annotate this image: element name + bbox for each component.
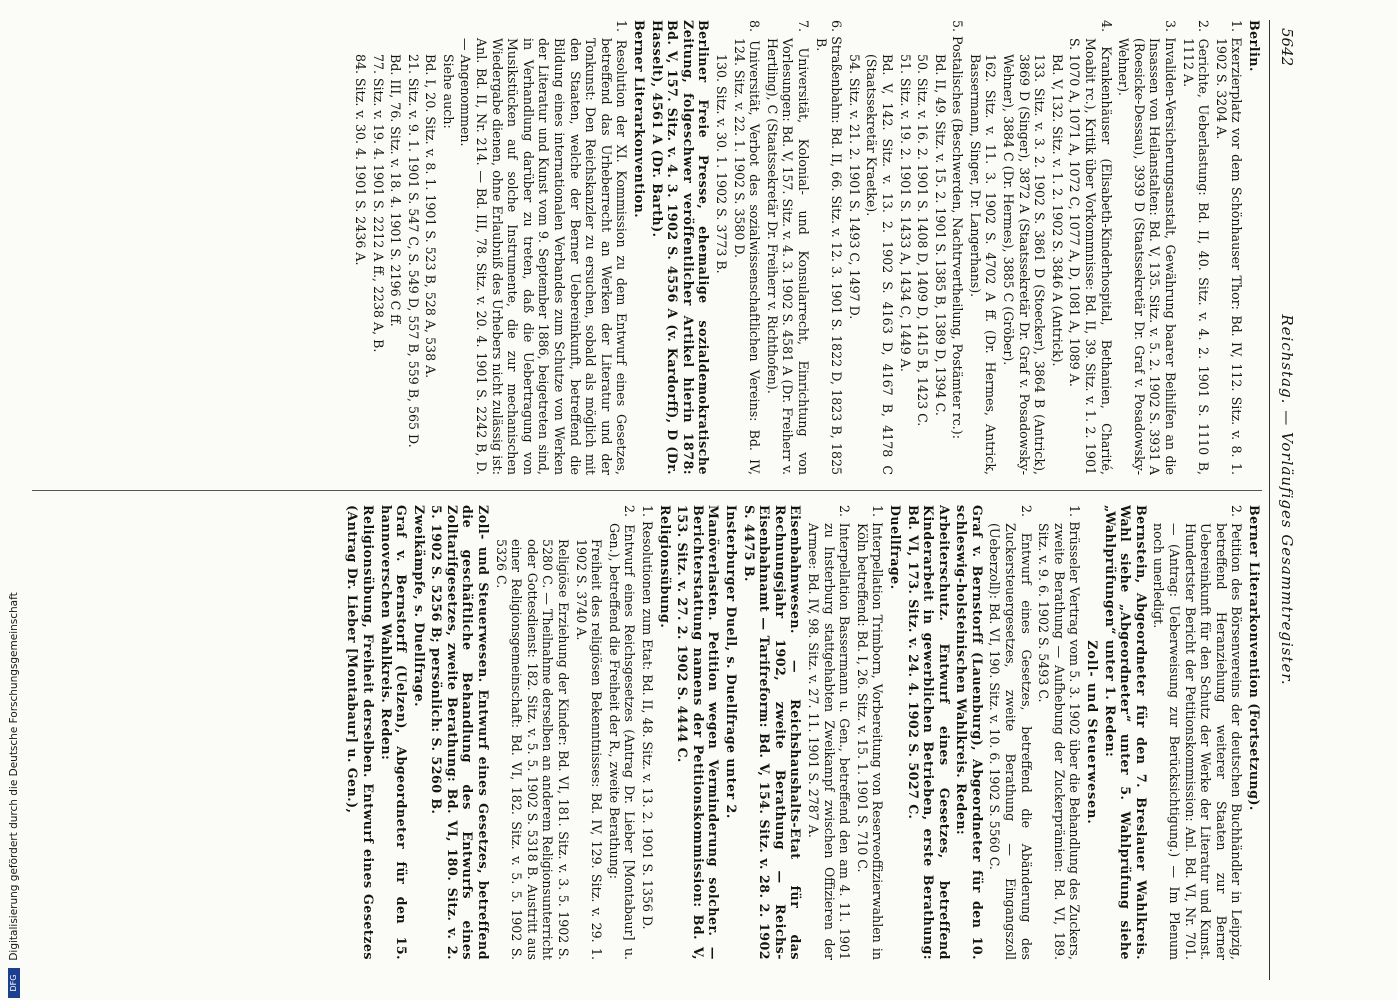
entry-text: 1. Brüsseler Vertrag vom 5. 3. 1902 über die Behandlung des Zuckers, zweite Berathung — Aufhebung der Zuckerprämien: Bd. VI, 189. Sitz. v. 9. 6. 1902 S. 5493 C. <box>1036 505 1083 960</box>
entry-heading: Eisenbahnwesen. — Reichshaushalts-Etat für das Rechnungsjahr 1902, zweite Berathung — Reichs-Eisenbahnamt — Tarifreform: Bd. V, 154. Sitz. v. 28. 2. 1902 S. 4475 B. <box>741 505 804 960</box>
entry-heading: Zweikämpfe, s. Duellfrage. <box>411 505 427 707</box>
page-number: 5642 <box>1278 28 1296 67</box>
entry-text: 50. Sitz. v. 16. 2. 1901 S. 1408 D, 1409 D, 1415 B, 1423 C. <box>915 54 931 427</box>
subheading: Zoll- und Steuerwesen. <box>1085 640 1101 825</box>
entry-text: Bd. III, 76. Sitz. v. 18. 4. 1901 S. 2196 C ff. <box>388 54 404 327</box>
entry-text: 2. Entwurf eines Gesetzes, betreffend die Abänderung des Zuckersteuergesetzes, zweite Berathung — Eingangszoll (Ueberzoll): Bd. VI, 190. Sitz. v. 10. 6. 1902 S. 5560 C. <box>987 505 1034 960</box>
right-column <box>22 505 1262 960</box>
entry-text: 77. Sitz. v. 19. 4. 1901 S. 2212 A ff., 2238 A, B. <box>370 54 386 353</box>
entry-text: 2. Gerichte, Ueberlastung: Bd. II, 40. Sitz. v. 4. 2. 1901 S. 1110 B, 1112 A. <box>1180 20 1212 475</box>
entry-text: 2. Interpellation Bassermann u. Gen., betreffend den am 4. 11. 1901 zu Insterburg stattgehabten Zweikampf zwischen Offizieren der Armee: Bd. IV, 98. Sitz. v. 27. 11. 1901 S. 2787 A. <box>805 505 853 960</box>
entry-text: Bd. V, 132. Sitz. v. 1. 2. 1902 S. 3846 A (Antrick). <box>1049 54 1065 367</box>
dfg-logo: DFG <box>8 968 20 998</box>
entry-text: Bd. V, 142. Sitz. v. 13. 2. 1902 S. 4163 D, 4167 B, 4178 C (Staatssekretär Kraetke). <box>864 54 895 475</box>
entry-heading: Insterburger Duell, s. Duellfrage unter 2. <box>724 505 739 819</box>
entry-text: Freiheit des religiösen Bekenntnisses: Bd. IV, 129. Sitz. v. 29. 1. 1902 S. 3740 A. <box>573 539 605 960</box>
entry-text: 1. Exerzierplatz vor dem Schönhauser Thor: Bd. IV, 112. Sitz. v. 8. 1. 1902 S. 3204 A. <box>1213 20 1245 475</box>
entry-text: 1. Interpellation Trimborn, Vorbereitung von Reserveoffizierwahlen in Köln betreffend: Bd. I, 26. Sitz. v. 15. 1. 1901 S. 710 C. <box>854 505 886 960</box>
entry-text: 6. Straßenbahn: Bd. II, 66. Sitz. v. 12. 3. 1901 S. 1822 D, 1823 B, 1825 B. <box>813 20 845 475</box>
entry-text: Bd. II, 49. Sitz. v. 15. 2. 1901 S. 1385 B, 1389 D, 1394 C. <box>932 54 948 416</box>
entry-text: 4. Krankenhäuser (Elisabeth-Kinderhospital, Bethanien, Charité, Moabit rc.), Kritik über Vorkommnisse: Bd. II, 39. Sitz. v. 1. 2. 1901 S. 1070 A, 1071 A, 1072 C, 1077 A, D, 1081 A, 1089 A. <box>1067 20 1114 475</box>
entry-text: Bd. I, 20. Sitz. v. 8. 1. 1901 S. 523 B, 528 A, 538 A. <box>423 54 439 379</box>
entry-text: 130. Sitz. v. 30. 1. 1902 S. 3773 B. <box>714 54 729 274</box>
entry-heading: Bernstein, Abgeordneter für den 7. Breslauer Wahlkreis. Wahl siehe „Abgeordneter“ unter 5. Wahlprüfung siehe „Wahlprüfungen“ unter 1. Reden: <box>1102 505 1149 960</box>
entry-text: 7. Universität, Kolonial- und Konsularrecht, Einrichtung von Vorlesungen: Bd. V, 157. Sitz. v. 4. 3. 1902 S. 4581 A (Dr. Freiherr v. Hertling), C (Staatssekretär Dr. Freiherr v. Richthofen). <box>764 20 811 475</box>
header-rule <box>1269 20 1270 980</box>
column-divider <box>32 490 1262 491</box>
entry-heading: Religionsübung, Freiheit derselben. Entwurf eines Gesetzes (Antrag Dr. Lieber [Montabaur] u. Gen.), <box>345 505 376 960</box>
entry-heading: Zoll- und Steuerwesen. Entwurf eines Gesetzes, betreffend die geschäftliche Behandlung des Entwurfs eines Zolltarifgesetzes, zweite Berathung: Bd. VI, 180. Sitz. v. 2. 5. 1902 S. 5256 B; persönlich: S. 5260 B. <box>429 505 492 960</box>
entry-text: 21. Sitz. v. 9. 1. 1901 S. 547 C, S. 549 D, 557 B, 559 B, 565 D. <box>405 54 421 448</box>
footer <box>2 592 24 998</box>
entry-text: 2. Petition des Börsenvereins der deutschen Buchhändler in Leipzig, betreffend Heranziehung weiterer Staaten zur Berner Uebereinkunft für den Schutz der Werke der Literatur und Kunst. Hundertster Bericht der Petitionskommission: Anl. Bd. VI, Nr. 701. — (Antrag: Ueberweisung zur Berücksichtigung.) — Im Plenum noch unerledigt. <box>1151 505 1245 960</box>
entry-text: 133. Sitz. v. 3. 2. 1902 S. 3861 D (Stoecker), 3864 B (Antrick), 3869 D (Singer), 3872 A (Staatssekretär Dr. Graf v. Posadowsky-Wehner), 3884 C (Dr. Hermes), 3885 C (Gröber). <box>1001 54 1048 475</box>
footer-text: Digitalisierung gefördert durch die Deutsche Forschungsgemeinschaft <box>8 592 20 961</box>
entry-text: 2. Entwurf eines Reichsgesetzes (Antrag Dr. Lieber [Montabaur] u. Gen.), betreffend die Freiheit der R., zweite Berathung: <box>606 505 638 960</box>
entry-heading: Graf v. Bernstorff (Uelzen), Abgeordneter für den 15. hannoverschen Wahlkreis. Reden: <box>378 505 410 960</box>
entry-heading: Manöverlasten. Petition wegen Verminderung solcher. — Berichterstattung namens der Petitionskommission: Bd. V, 153. Sitz. v. 27. 2. 1902 S. 4444 C. <box>675 505 722 960</box>
entry-heading: Berner Literarkonvention (Fortsetzung). <box>1247 505 1262 811</box>
entry-text: 84. Sitz. v. 30. 4. 1901 S. 2436 A. <box>352 54 368 266</box>
entry-heading: Religionsübung. <box>657 505 673 629</box>
rotated-page-content <box>10 0 1310 1000</box>
left-column <box>22 20 1262 475</box>
entry-heading: Berlin. <box>1247 20 1262 72</box>
page-title: Reichstag. — Vorläufiges Gesammtregister. <box>1278 314 1296 686</box>
entry-text: Religiöse Erziehung der Kinder: Bd. VI, 181. Sitz. v. 3. 5. 1902 S. 5280 C. — Theilnahme derselben an anderem Religionsunterricht oder Gottesdienst: 182. Sitz. v. 5. 5. 1902 S. 5318 B. Austritt aus einer Religionsgemeinschaft: Bd. VI, 182. Sitz. v. 5. 5. 1902 S. 5326 C. <box>493 539 572 960</box>
entry-text: 162. Sitz. v. 11. 3. 1902 S. 4702 A ff. (Dr. Hermes, Antrick, Bassermann, Singer, Dr. Langerhans). <box>967 54 999 475</box>
entry-heading: Duellfrage. <box>887 505 903 590</box>
entry-text: 1. Resolutionen zum Etat: Bd. II, 48. Sitz. v. 13. 2. 1901 S. 1356 D. <box>640 505 656 930</box>
entry-text: 8. Universität, Verbot des sozialwissenschaftlichen Vereins: Bd. IV, 124. Sitz. v. 22. 1. 1902 S. 3580 D. <box>731 20 763 475</box>
entry-text: 51. Sitz. v. 19. 2. 1901 S. 1433 A, 1434 C, 1449 A. <box>897 54 913 372</box>
entry-text: 54. Sitz. v. 21. 2. 1901 S. 1493 C, 1497 D. <box>846 54 862 320</box>
entry-heading: Berner Literarkonvention. <box>632 20 648 219</box>
entry-text: 5. Postalisches (Beschwerden, Nachtrvertheilung, Postämter rc.): <box>950 20 966 439</box>
entry-text: 3. Invaliden-Versicherungsanstalt, Gewährung baarer Beihilfen an die Insassen von Heilanstalten: Bd. V, 135. Sitz. v. 5. 2. 1902 S. 3931 A (Roesicke-Dessau), 3939 D (Staatssekretär Dr. Graf v. Posadowsky-Wehner). <box>1116 20 1179 475</box>
entry-heading: Graf v. Bernstorff (Lauenburg), Abgeordneter für den 10. schleswig-holsteinischen Wahlkreis. Reden: <box>954 505 985 960</box>
page-header <box>1272 20 1296 980</box>
entry-heading: Arbeiterschutz. Entwurf eines Gesetzes, betreffend Kinderarbeit in gewerblichen Betrieben, erste Berathung: Bd. VI, 173. Sitz. v. 24. 4. 1902 S. 5027 C. <box>905 505 952 960</box>
entry-heading: Berliner Freie Presse, ehemalige sozialdemokratische Zeitung, folgeschwer veröffentlicher Artikel hierin 1878: Bd. V, 157. Sitz. v. 4. 3. 1902 S. 4556 A (v. Kardorff), D (Dr. Hasselt), 4561 A (Dr. Barth). <box>649 20 712 475</box>
entry-text: Siehe auch: <box>440 54 456 129</box>
entry-text: 1. Resolution der XI. Kommission zu dem Entwurf eines Gesetzes, betreffend das Urheberrecht an Werken der Literatur und der Tonkunst: Den Reichskanzler zu ersuchen, sobald als möglich mit den Staaten, welche der Berner Uebereinkunft, betreffend die Bildung eines internationalen Verbandes zum Schutze von Werken der Literatur und Kunst vom 9. September 1886, beigetreten sind, in Verhandlung darüber zu treten, daß die Uebertragung von Musikstücken auf solche Instrumente, die zur mechanischen Wiedergabe dienen, ohne Erlaubniß des Urhebers nicht zulässig ist: Anl. Bd. II, Nr. 214. — Bd. III, 78. Sitz. v. 20. 4. 1901 S. 2242 B, D. — Angenommen. <box>458 20 630 475</box>
